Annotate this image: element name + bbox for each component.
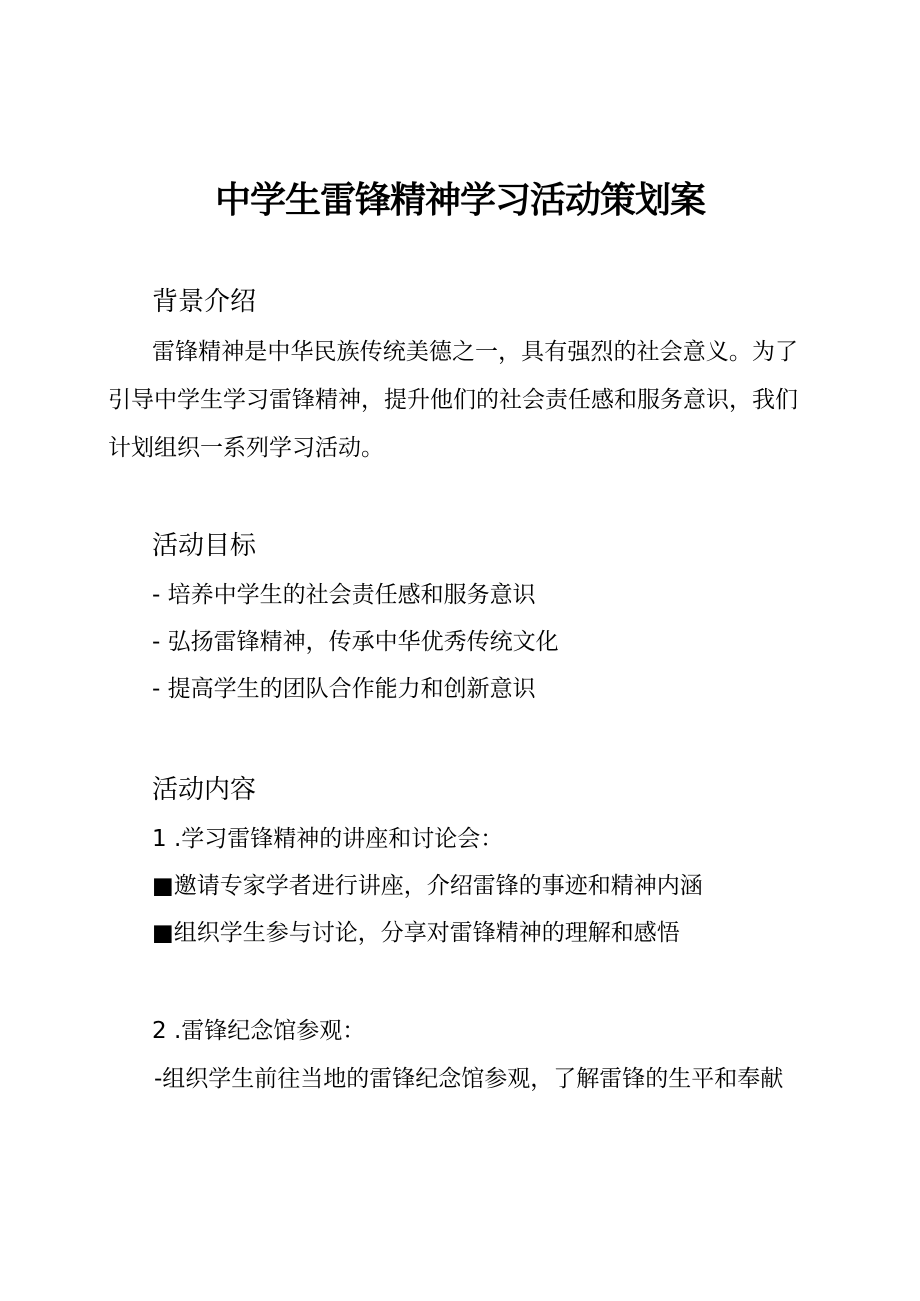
content-section-1-title: 1 .学习雷锋精神的讲座和讨论会：: [152, 826, 504, 852]
background-paragraph-line-1: 雷锋精神是中华民族传统美德之一，具有强烈的社会意义。为了: [152, 339, 798, 365]
content-section-1-item-1: ■邀请专家学者进行讲座，介绍雷锋的事迹和精神内涵: [152, 873, 703, 899]
goal-item-3: - 提高学生的团队合作能力和创新意识: [152, 676, 536, 702]
goal-item-1: - 培养中学生的社会责任感和服务意识: [152, 582, 536, 608]
content-section-2-title: 2 .雷锋纪念馆参观：: [152, 1018, 366, 1044]
background-paragraph-line-3: 计划组织一系列学习活动。: [108, 435, 384, 461]
document-title: 中学生雷锋精神学习活动策划案: [214, 180, 705, 221]
content-section-1-item-2: ■组织学生参与讨论，分享对雷锋精神的理解和感悟: [152, 920, 680, 946]
goal-item-2: - 弘扬雷锋精神，传承中华优秀传统文化: [152, 629, 559, 655]
background-paragraph-line-2: 引导中学生学习雷锋精神，提升他们的社会责任感和服务意识，我们: [108, 387, 798, 413]
content-section-2-item-1: -组织学生前往当地的雷锋纪念馆参观，了解雷锋的生平和奉献: [154, 1066, 784, 1092]
section-heading-goals: 活动目标: [152, 531, 257, 561]
section-heading-content: 活动内容: [152, 775, 257, 805]
section-heading-background: 背景介绍: [152, 287, 257, 317]
